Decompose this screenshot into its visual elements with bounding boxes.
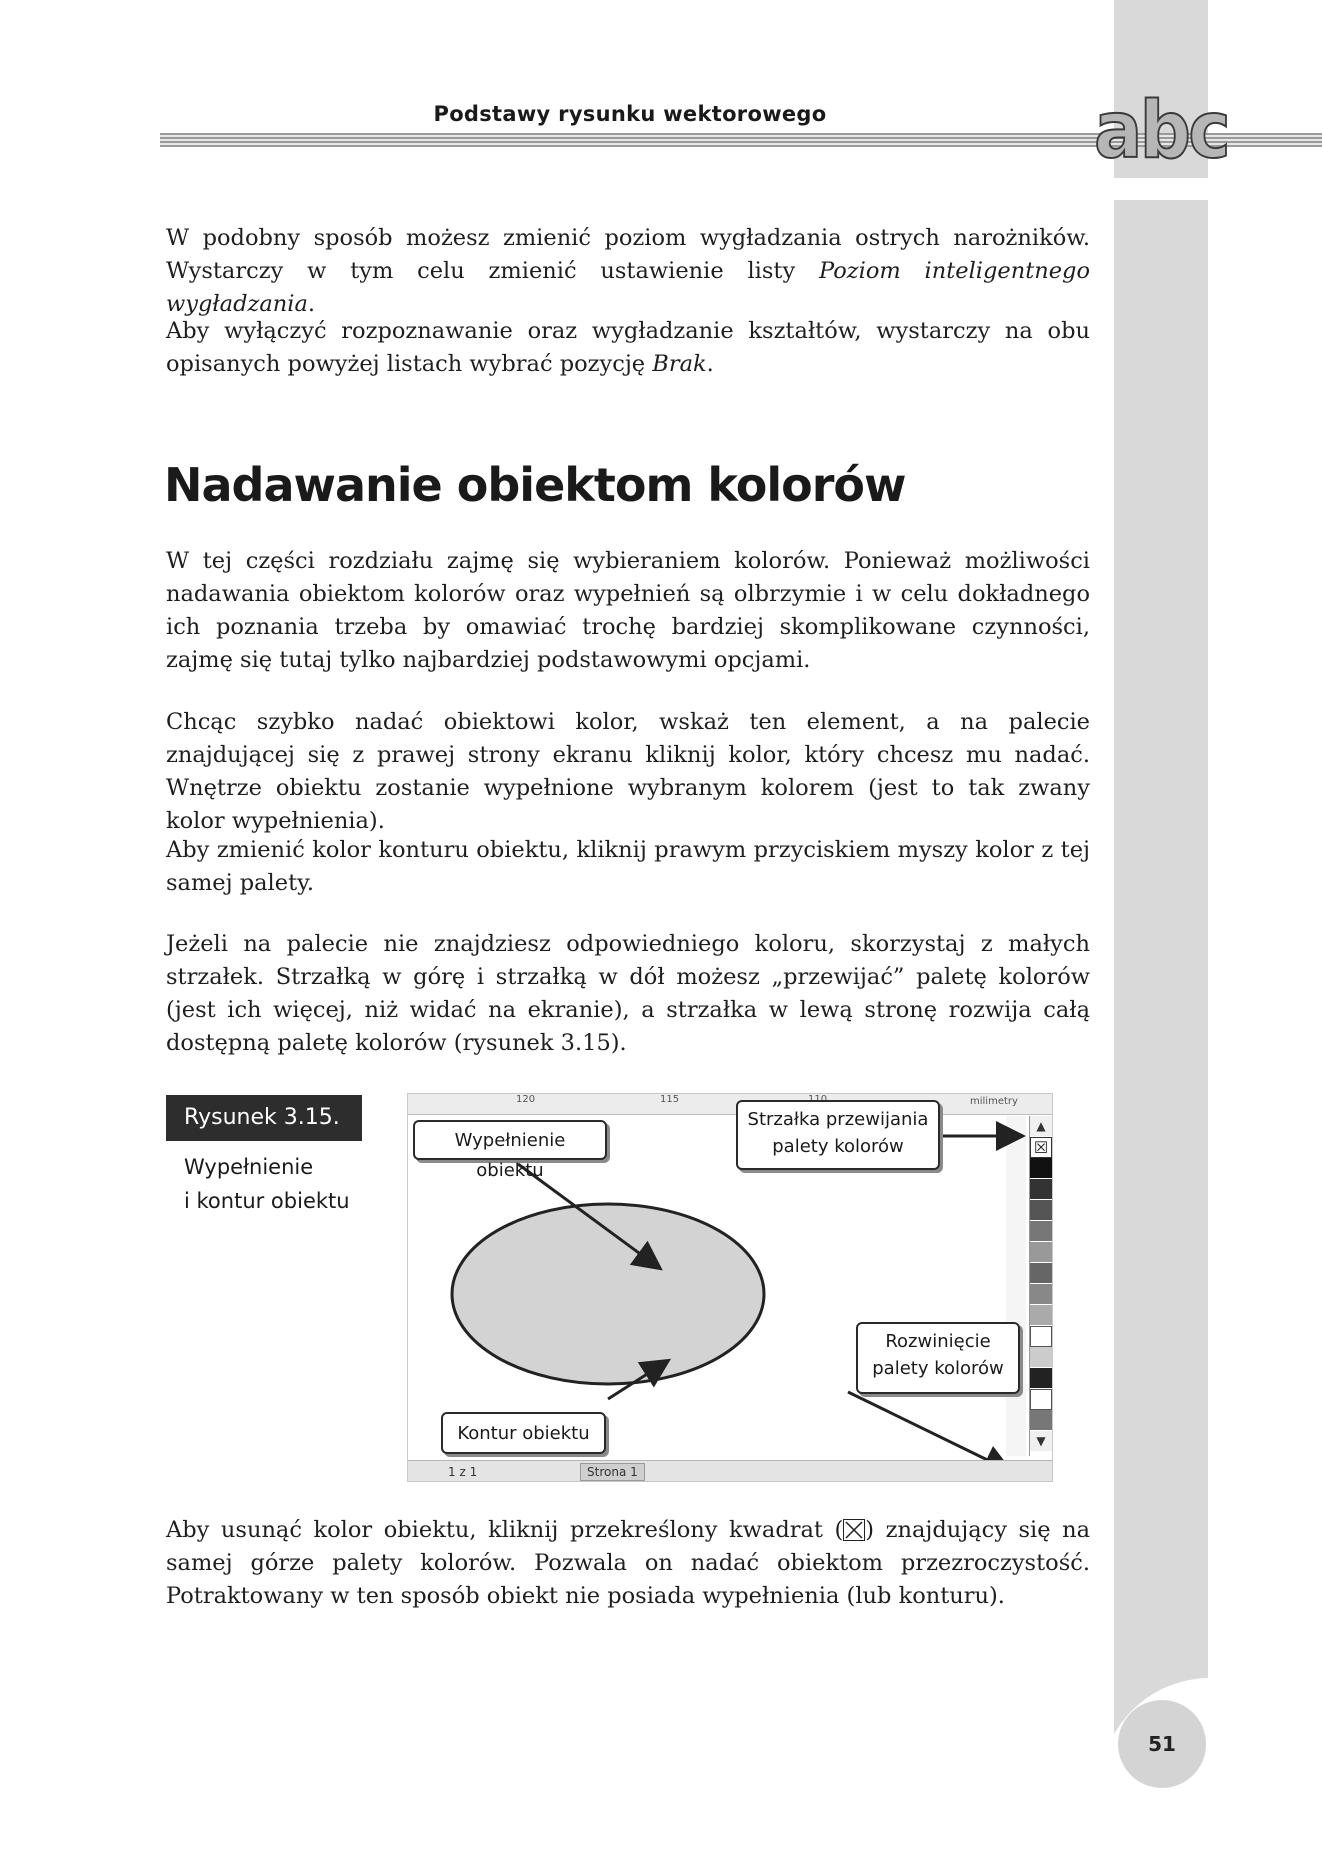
status-bar (408, 1460, 1052, 1482)
running-head: Podstawy rysunku wektorowego (433, 102, 827, 126)
figure-caption-line: i kontur obiektu (184, 1189, 350, 1213)
paragraph-text: Aby usunąć kolor obiektu, kliknij przekreślony kwadrat ( (166, 1517, 844, 1543)
figure-caption (184, 1150, 364, 1218)
status-page-count: 1 z 1 (448, 1465, 478, 1479)
palette-scroll-up-arrow-icon[interactable]: ▲ (1030, 1116, 1052, 1137)
palette-scroll-down-arrow-icon[interactable]: ▼ (1030, 1431, 1052, 1452)
callout-line: palety kolorów (872, 1358, 1004, 1379)
paragraph-fill: Chcąc szybko nadać obiektowi kolor, wskaż ten element, a na palecie znajdującej się z prawej strony ekranu kliknij kolor, który chcesz mu nadać. Wnętrze obiektu zostanie wypełnione wybranym kolorem (jest to tak zwany kolor wypełnienia). (166, 709, 1090, 834)
callout-fill: Wypełnienie obiektu (413, 1120, 607, 1160)
paragraph-text: . (706, 351, 714, 377)
side-tab-gap (1114, 178, 1208, 200)
callout-outline: Kontur obiektu (441, 1412, 606, 1454)
emphasis-list-name: Poziom inteligentnego wygładzania (166, 258, 1090, 317)
abc-logo: abc (1094, 86, 1229, 176)
paragraph-text: Aby wyłączyć rozpoznawanie oraz wygładzanie kształtów, wystarczy na obu opisanych powyżej listach wybrać pozycję (166, 318, 1090, 377)
arrow-expand (848, 1392, 1008, 1470)
paragraph-text: . (307, 291, 316, 317)
side-tab (1114, 0, 1208, 1875)
page-number: 51 (1118, 1700, 1206, 1788)
no-color-swatch-icon[interactable]: ☒ (1030, 1137, 1052, 1158)
callout-line: palety kolorów (772, 1136, 904, 1157)
paragraph-smoothing (166, 222, 1090, 321)
callout-line: Strzałka przewijania (747, 1109, 929, 1130)
paragraph-palette: Jeżeli na palecie nie znajdziesz odpowiedniego koloru, skorzystaj z małych strzałek. Strzałką w górę i strzałką w dół możesz „przewijać” paletę kolorów (jest ich więcej, niż widać na ekranie), a strzałka w lewą stronę rozwija całą dostępną paletę kolorów (rysunek 3.15). (166, 931, 1090, 1056)
figure-screenshot (407, 1093, 1053, 1482)
section-title: Nadawanie obiektom kolorów (164, 458, 906, 512)
ruler-unit: milimetry (970, 1096, 1018, 1107)
page-tab[interactable]: Strona 1 (580, 1463, 645, 1481)
paragraph-remove-color (166, 1514, 1090, 1613)
callout-scroll (736, 1100, 940, 1170)
paragraph-disable (166, 315, 1090, 381)
figure-label: Rysunek 3.15. (166, 1095, 362, 1141)
emphasis-option-name: Brak (652, 351, 707, 377)
callout-expand (856, 1322, 1020, 1394)
paragraph-outline: Aby zmienić kolor konturu obiektu, kliknij prawym przyciskiem myszy kolor z tej samej palety. (166, 837, 1090, 896)
callout-line: Rozwinięcie (885, 1331, 991, 1352)
paragraph-text: ) znajdujący się na samej górze palety kolorów. Pozwala on nadać obiektom przezroczystość. Potraktowany w ten sposób obiekt nie posiada wypełnienia (lub konturu). (166, 1517, 1091, 1609)
crossed-square-icon (843, 1519, 865, 1541)
paragraph-text: W podobny sposób możesz zmienić poziom wygładzania ostrych narożników. Wystarczy w tym celu zmienić ustawienie listy (166, 225, 1090, 284)
ruler-tick: 115 (660, 1094, 680, 1105)
figure-caption-line: Wypełnienie (184, 1155, 314, 1179)
paragraph-intro: W tej części rozdziału zajmę się wybieraniem kolorów. Ponieważ możliwości nadawania obiektom kolorów oraz wypełnień są olbrzymie i w celu dokładnego ich poznania trzeba by omawiać trochę bardziej skomplikowane czynności, zajmę się tutaj tylko najbardziej podstawowymi opcjami. (166, 548, 1090, 673)
ruler-tick: 120 (516, 1094, 536, 1105)
